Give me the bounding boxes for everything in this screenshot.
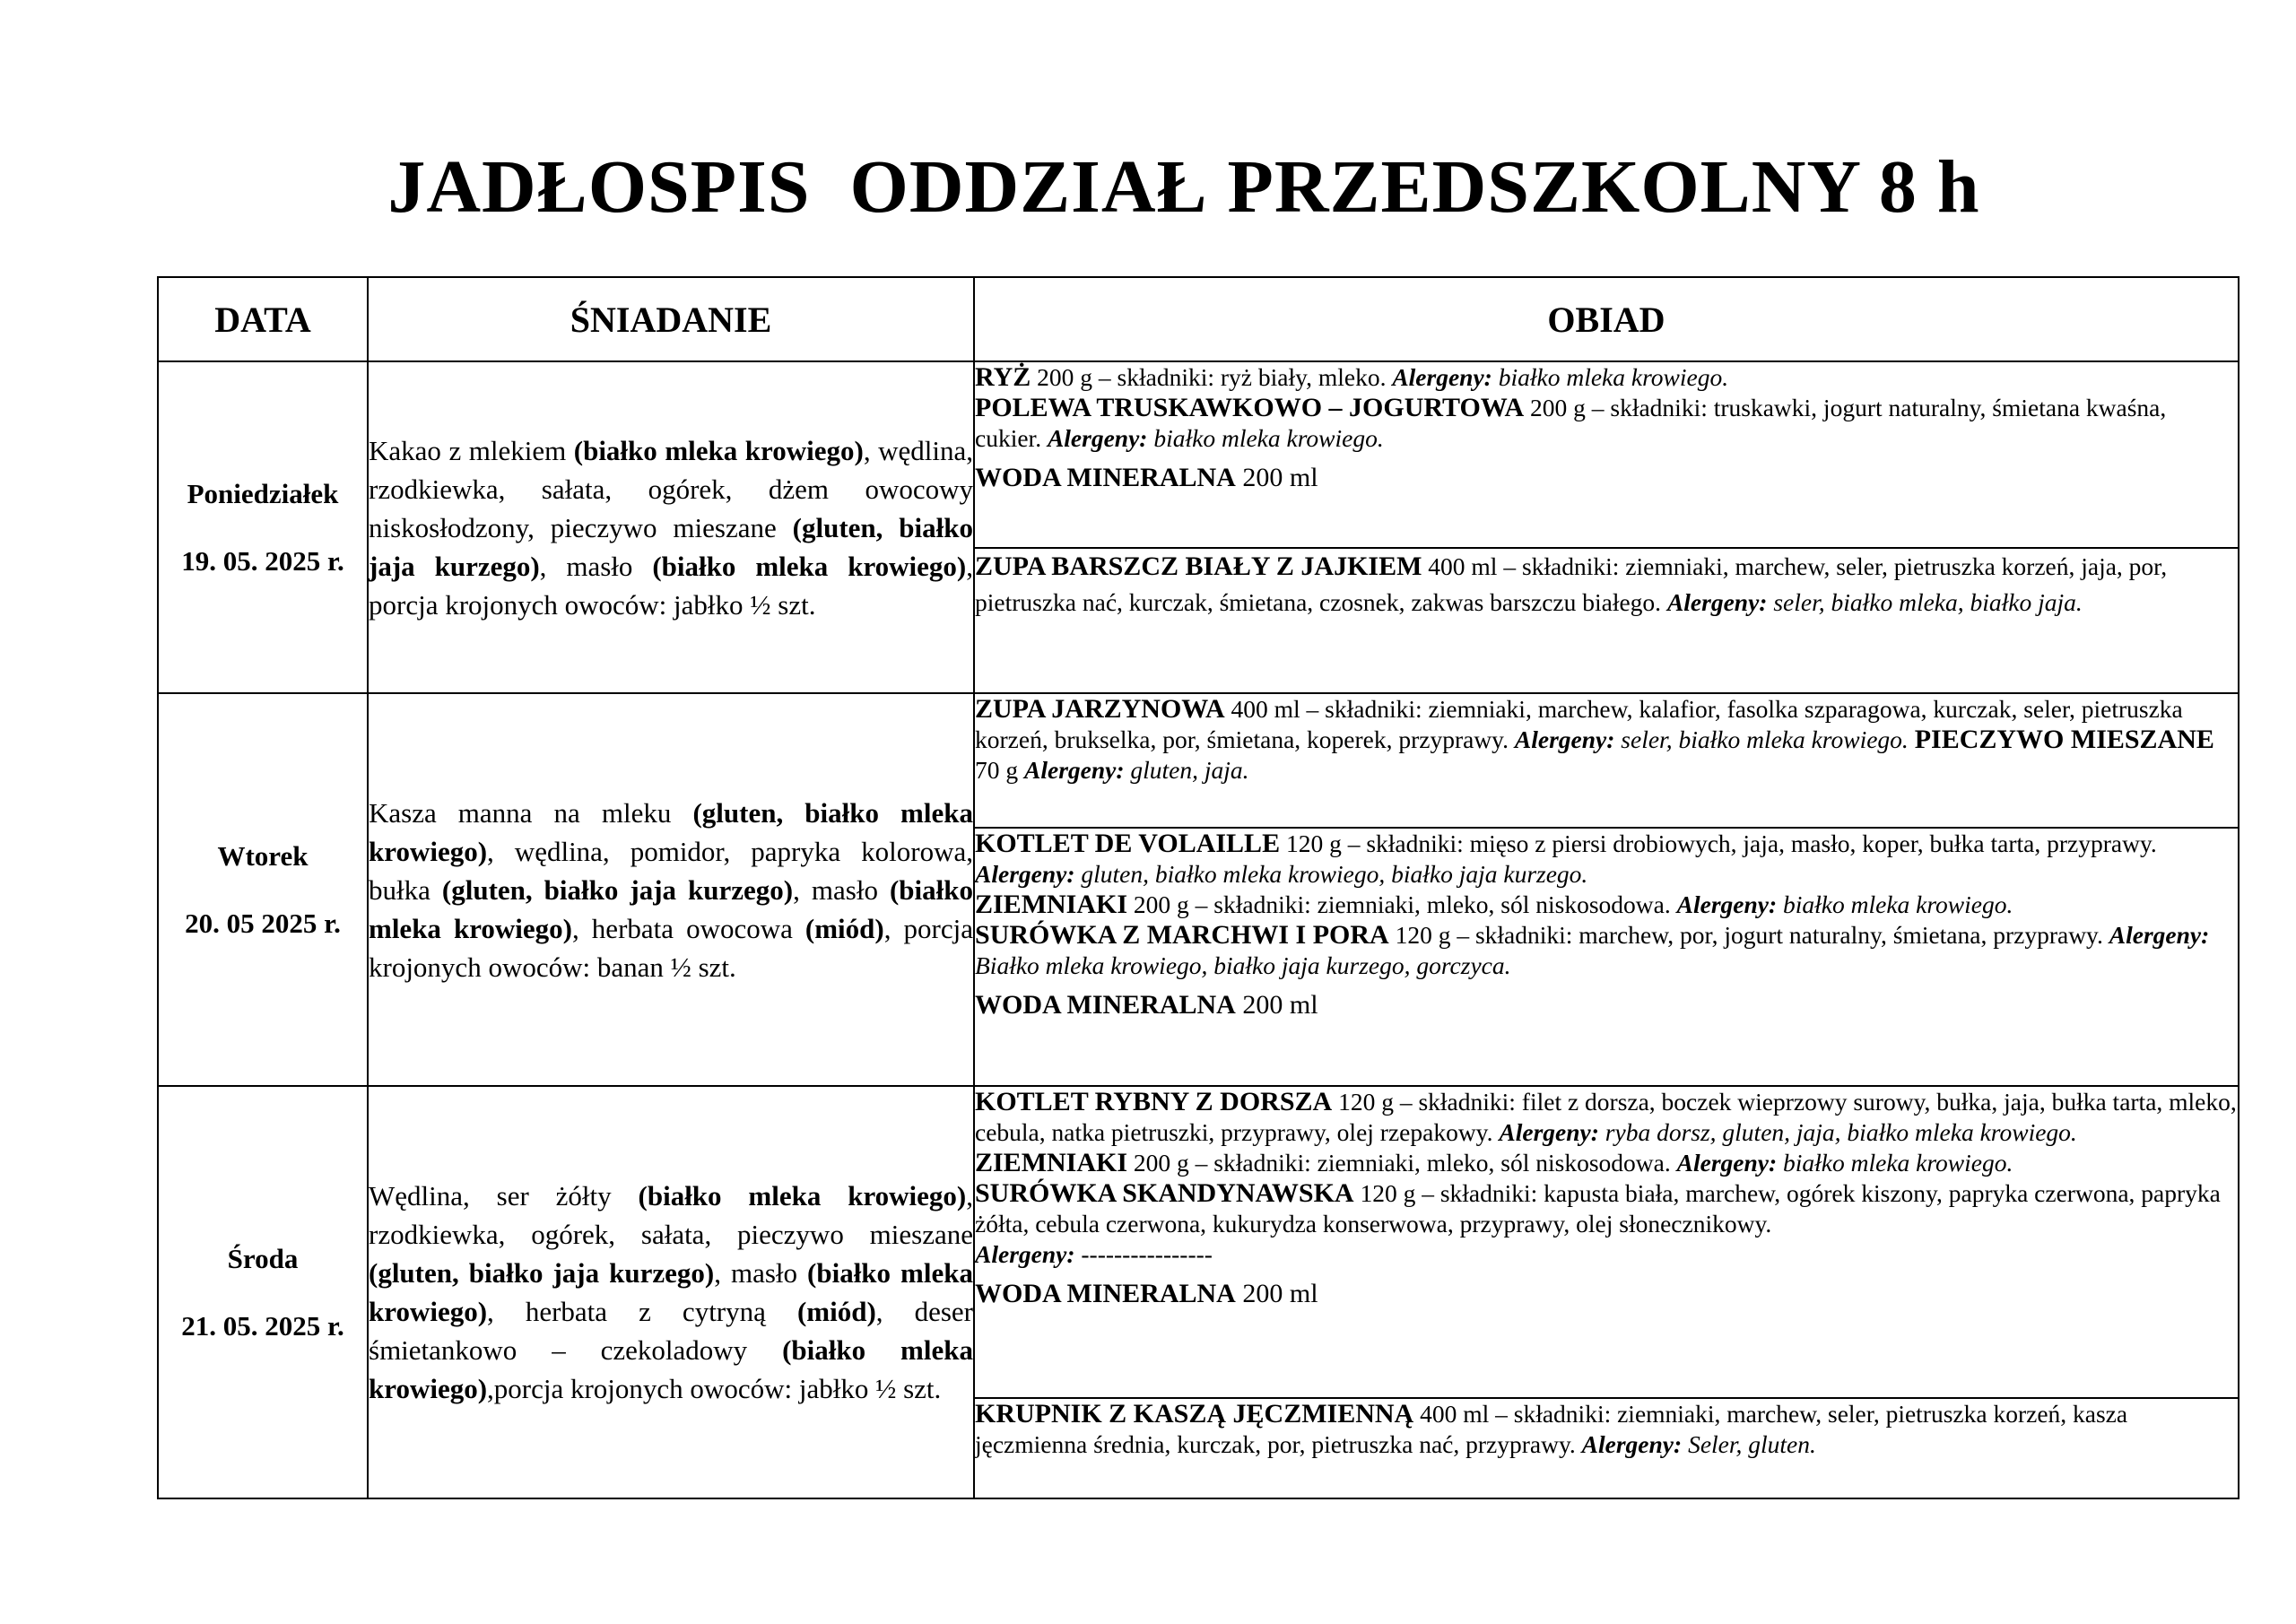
text-span: KOTLET DE VOLAILLE bbox=[975, 829, 1281, 858]
text-span: WODA MINERALNA bbox=[975, 463, 1236, 492]
text-span: ZIEMNIAKI bbox=[975, 890, 1128, 919]
date-cell bbox=[158, 693, 368, 1086]
dinner-cell bbox=[974, 693, 2239, 828]
day-name: Poniedziałek bbox=[187, 478, 339, 509]
text-span: , rzodkiewka, ogórek, sałata, pieczywo mieszane bbox=[369, 1180, 973, 1250]
text-span: (białko mleka krowiego) bbox=[369, 1257, 973, 1327]
text-span: ,porcja krojonych owoców: jabłko ½ szt. bbox=[487, 1373, 942, 1404]
breakfast-cell bbox=[368, 1086, 974, 1498]
date-cell bbox=[158, 1086, 368, 1498]
allergen-note bbox=[1582, 1430, 1816, 1458]
day-name: Środa bbox=[227, 1243, 299, 1274]
day-date: 21. 05. 2025 r. bbox=[181, 1310, 344, 1342]
table-row bbox=[158, 361, 2239, 548]
day-date: 19. 05. 2025 r. bbox=[181, 545, 344, 577]
text-span: Seler, gluten. bbox=[1682, 1430, 1816, 1458]
text-span: ryba dorsz, gluten, jaja, białko mleka krowiego. bbox=[1598, 1118, 2077, 1146]
header-breakfast: ŚNIADANIE bbox=[368, 277, 974, 361]
text-span: , masło bbox=[714, 1257, 808, 1289]
text-span: Alergeny: bbox=[1581, 1430, 1683, 1458]
dish-line bbox=[975, 1399, 2238, 1460]
text-span: Białko mleka krowiego, białko jaja kurzego, gorczyca. bbox=[975, 951, 1511, 979]
text-span: KRUPNIK Z KASZĄ JĘCZMIENNĄ bbox=[975, 1399, 1414, 1429]
text-span: 200 ml bbox=[1235, 1279, 1318, 1308]
text-span: WODA MINERALNA bbox=[975, 1279, 1236, 1308]
text-span: PIECZYWO MIESZANE bbox=[1914, 725, 2214, 754]
dinner-cell bbox=[974, 548, 2239, 693]
text-span: Kasza manna na mleku bbox=[369, 796, 693, 829]
text-span: (gluten, białko mleka krowiego) bbox=[369, 796, 973, 867]
text-span: Alergeny: bbox=[975, 860, 1075, 888]
text-span: (gluten, białko jaja kurzego) bbox=[441, 873, 794, 906]
dish-line bbox=[975, 1148, 2238, 1178]
text-span: POLEWA TRUSKAWKOWO – JOGURTOWA bbox=[975, 393, 1525, 422]
text-span: , masło bbox=[539, 550, 653, 582]
text-span: seler, białko mleka krowiego. bbox=[1614, 725, 1915, 753]
text-span: WODA MINERALNA bbox=[975, 990, 1236, 1020]
dinner-cell bbox=[974, 361, 2239, 548]
text-span: , porcja krojonych owoców: jabłko ½ szt. bbox=[369, 550, 973, 621]
text-span: (miód) bbox=[804, 912, 884, 944]
text-span: 120 g – składniki: filet z dorsza, boczek wieprzowy surowy, bułka, jaja, bułka tarta, mleko, cebula, natka pietruszki, przyprawy, olej rzepakowy. bbox=[975, 1088, 2237, 1146]
dinner-cell bbox=[974, 1398, 2239, 1498]
text-span: Alergeny: bbox=[1514, 725, 1615, 753]
text-span: (białko mleka krowiego) bbox=[652, 550, 967, 582]
text-span: 400 ml – składniki: ziemniaki, marchew, kalafior, fasolka szparagowa, kurczak, seler, pietruszka korzeń, brukselka, por, śmietana, koperek, przyprawy. bbox=[975, 695, 2183, 753]
text-span: SURÓWKA SKANDYNAWSKA bbox=[975, 1178, 1354, 1208]
allergen-note bbox=[1499, 1118, 2076, 1146]
text-span: Alergeny: bbox=[2109, 921, 2210, 949]
text-span: 120 g – składniki: marchew, por, jogurt naturalny, śmietana, przyprawy. bbox=[1388, 921, 2109, 949]
text-span: , deser śmietankowo – czekoladowy bbox=[369, 1296, 973, 1366]
menu-table bbox=[157, 276, 2239, 1499]
dish-line bbox=[975, 549, 2238, 621]
header-dinner: OBIAD bbox=[974, 277, 2239, 361]
text-span: SURÓWKA Z MARCHWI I PORA bbox=[975, 920, 1389, 950]
allergen-note bbox=[1024, 756, 1249, 784]
text-span: (miód) bbox=[796, 1296, 876, 1327]
allergen-note bbox=[1677, 890, 2013, 918]
text-span: ZIEMNIAKI bbox=[975, 1148, 1128, 1177]
header-date: DATA bbox=[158, 277, 368, 361]
text-span: Wędlina, ser żółty bbox=[369, 1180, 639, 1211]
allergen-note bbox=[975, 860, 1587, 888]
text-span: , herbata owocowa bbox=[572, 912, 805, 944]
text-span: (białko mleka krowiego) bbox=[369, 1334, 973, 1404]
text-span: , masło bbox=[793, 873, 890, 906]
text-span: 120 g – składniki: kapusta biała, marchew, ogórek kiszony, papryka czerwona, papryka żółta, cebula czerwona, kukurydza konserwowa, przyprawy, olej słonecznikowy. bbox=[975, 1179, 2221, 1238]
allergen-note bbox=[1667, 588, 2083, 616]
text-span: ---------------- bbox=[1074, 1240, 1213, 1268]
page-title: JADŁOSPIS ODDZIAŁ PRZEDSZKOLNY 8 h bbox=[387, 145, 1980, 229]
text-span: białko mleka krowiego. bbox=[1492, 363, 1729, 391]
text-span: seler, białko mleka, białko jaja. bbox=[1767, 588, 2083, 616]
text-span: , wędlina, pomidor, papryka kolorowa, bułka bbox=[369, 835, 973, 906]
day-date: 20. 05 2025 r. bbox=[185, 908, 341, 939]
text-span: KOTLET RYBNY Z DORSZA bbox=[975, 1087, 1333, 1116]
text-span: białko mleka krowiego. bbox=[1777, 890, 2013, 918]
text-span: 200 g – składniki: ryż biały, mleko. bbox=[1031, 363, 1393, 391]
text-span: 120 g – składniki: mięso z piersi drobiowych, jaja, masło, koper, bułka tarta, przyprawy. bbox=[1280, 829, 2157, 857]
text-span: Alergeny: bbox=[1676, 890, 1778, 918]
table-row bbox=[158, 693, 2239, 828]
text-span: Alergeny: bbox=[1499, 1118, 1599, 1146]
text-span: (białko mleka krowiego) bbox=[638, 1180, 967, 1211]
breakfast-cell bbox=[368, 693, 974, 1086]
text-span: 400 ml – składniki: ziemniaki, marchew, seler, pietruszka korzeń, kasza jęczmienna średnia, kurczak, por, pietruszka nać, przyprawy. bbox=[975, 1400, 2128, 1458]
dish-line bbox=[975, 393, 2238, 454]
text-span: Alergeny: bbox=[1047, 424, 1148, 452]
text-span: , wędlina, rzodkiewka, sałata, ogórek, dżem owocowy niskosłodzony, pieczywo mieszane bbox=[369, 434, 973, 543]
dish-line bbox=[975, 920, 2238, 981]
dish-line bbox=[975, 694, 2238, 786]
text-span: 200 g – składniki: ziemniaki, mleko, sól niskosodowa. bbox=[1127, 1149, 1677, 1177]
header-row bbox=[158, 277, 2239, 361]
text-span: Alergeny: bbox=[1676, 1149, 1778, 1177]
text-span: (gluten, białko jaja kurzego) bbox=[369, 511, 973, 582]
text-span: 200 g – składniki: truskawki, jogurt naturalny, śmietana kwaśna, cukier. bbox=[975, 394, 2167, 452]
text-span: , herbata z cytryną bbox=[487, 1296, 797, 1327]
dish-line bbox=[975, 362, 2238, 393]
text-span: (gluten, białko jaja kurzego) bbox=[369, 1257, 715, 1289]
text-span: , porcja krojonych owoców: banan ½ szt. bbox=[369, 912, 973, 983]
text-span: ZUPA BARSZCZ BIAŁY Z JAJKIEM bbox=[975, 551, 1422, 581]
dish-line bbox=[975, 990, 2238, 1020]
allergen-note bbox=[1515, 725, 1915, 753]
dish-line bbox=[975, 890, 2238, 920]
allergen-note bbox=[975, 1240, 1213, 1268]
text-span: 200 ml bbox=[1235, 990, 1318, 1020]
text-span: 200 ml bbox=[1235, 463, 1318, 492]
allergen-note bbox=[1392, 363, 1728, 391]
dish-line bbox=[975, 463, 2238, 493]
text-span: 200 g – składniki: ziemniaki, mleko, sól niskosodowa. bbox=[1127, 890, 1677, 918]
text-span: Alergeny: bbox=[1392, 363, 1492, 391]
text-span: (białko mleka krowiego) bbox=[573, 434, 864, 466]
date-cell bbox=[158, 361, 368, 693]
text-span: 70 g bbox=[975, 756, 1024, 784]
dish-line bbox=[975, 1279, 2238, 1309]
text-span: białko mleka krowiego. bbox=[1777, 1149, 2013, 1177]
dinner-cell bbox=[974, 1086, 2239, 1398]
allergen-note bbox=[1048, 424, 1384, 452]
text-span: (białko mleka krowiego) bbox=[369, 873, 973, 944]
text-span: Alergeny: bbox=[1666, 588, 1768, 616]
dish-line bbox=[975, 1087, 2238, 1148]
text-span: gluten, jaja. bbox=[1124, 756, 1249, 784]
breakfast-cell bbox=[368, 361, 974, 693]
text-span: 400 ml – składniki: ziemniaki, marchew, seler, pietruszka korzeń, jaja, por, pietruszka nać, kurczak, śmietana, czosnek, zakwas barszczu białego. bbox=[975, 552, 2168, 616]
text-span: RYŻ bbox=[975, 362, 1031, 392]
table-row bbox=[158, 1086, 2239, 1398]
text-span: Kakao z mlekiem bbox=[369, 434, 574, 466]
dinner-cell bbox=[974, 828, 2239, 1086]
dish-line bbox=[975, 1178, 2238, 1270]
text-span: gluten, białko mleka krowiego, białko jaja kurzego. bbox=[1074, 860, 1588, 888]
text-span: Alergeny: bbox=[975, 1240, 1075, 1268]
day-name: Wtorek bbox=[217, 840, 309, 872]
text-span: Alergeny: bbox=[1024, 756, 1125, 784]
text-span: ZUPA JARZYNOWA bbox=[975, 694, 1225, 724]
dish-line bbox=[975, 829, 2238, 890]
text-span: białko mleka krowiego. bbox=[1147, 424, 1384, 452]
allergen-note bbox=[1677, 1149, 2013, 1177]
